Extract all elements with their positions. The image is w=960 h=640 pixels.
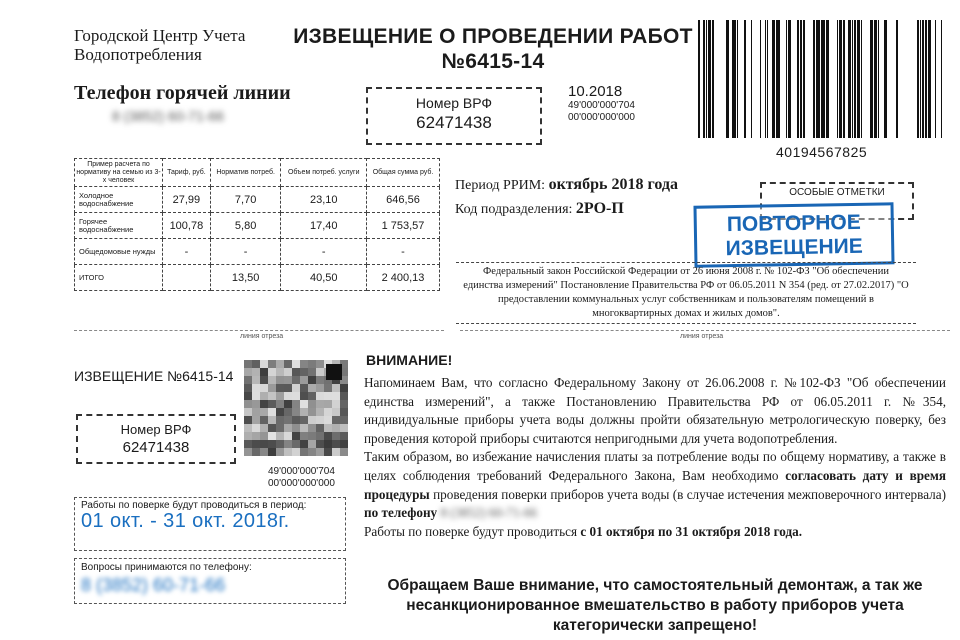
document-title [288, 24, 698, 74]
qr-cell [252, 360, 260, 368]
barcode-bar [760, 20, 761, 138]
qr-cell [244, 376, 252, 384]
attention-p2-text: Таким образом, во избежание начисления платы за потребление воды по общему нормативу, а также в целях соблюдения требований Федерального Закона, Вам необходимо [364, 449, 946, 483]
qr-cell [292, 448, 300, 456]
barcode-bar [712, 20, 714, 138]
qr-cell [292, 432, 300, 440]
qr-cell [268, 392, 276, 400]
stamp-line-1: ПОВТОРНОЕ [726, 210, 861, 237]
table-row [75, 239, 440, 265]
qr-cell [284, 400, 292, 408]
repeat-notice-stamp [693, 202, 894, 267]
qr-cell [292, 424, 300, 432]
table-row [75, 213, 440, 239]
qr-cell [276, 376, 284, 384]
period-value: октябрь 2018 года [548, 176, 678, 193]
qr-cell [340, 408, 348, 416]
qr-cell [276, 416, 284, 424]
qr-cell [308, 432, 316, 440]
qr-cell [252, 416, 260, 424]
barcode-bar [708, 20, 711, 138]
qr-cell [276, 424, 284, 432]
questions-phone-value: 8 (3852) 60-71-66 [81, 575, 226, 595]
qr-cell [324, 400, 332, 408]
qr-cell [292, 440, 300, 448]
qr-cell [284, 368, 292, 376]
stub-account-codes [268, 466, 335, 490]
qr-cell [300, 416, 308, 424]
qr-cell [268, 360, 276, 368]
qr-cell [260, 440, 268, 448]
qr-cell [244, 392, 252, 400]
cut-line-label-left: линия отреза [240, 333, 284, 340]
qr-cell [292, 392, 300, 400]
qr-cell [252, 408, 260, 416]
qr-cell [324, 440, 332, 448]
qr-cell [284, 392, 292, 400]
qr-cell [268, 416, 276, 424]
barcode-bar [765, 20, 766, 138]
qr-cell [244, 432, 252, 440]
barcode-bar [941, 20, 942, 138]
qr-cell [324, 432, 332, 440]
stamp-line-2: ИЗВЕЩЕНИЕ [725, 234, 863, 261]
qr-cell [244, 448, 252, 456]
table-cell: - [163, 239, 211, 265]
qr-cell [260, 424, 268, 432]
barcode-bar [816, 20, 820, 138]
barcode-bar [751, 20, 752, 138]
qr-cell [300, 368, 308, 376]
account-codes [568, 100, 635, 124]
org-line-1: Городской Центр Учета [74, 26, 246, 45]
qr-cell [276, 384, 284, 392]
qr-cell [300, 448, 308, 456]
qr-cell [260, 376, 268, 384]
final-warning: Обращаем Ваше внимание, что самостоятельный демонтаж, а так же несанкционированное вмешательство в работу приборов учета категорически запрещено! [387, 577, 923, 634]
table-cell: 13,50 [210, 265, 281, 291]
qr-cell [332, 440, 340, 448]
barcode-bar [776, 20, 780, 138]
qr-cell [316, 440, 324, 448]
qr-cell [300, 424, 308, 432]
dept-label: Код подразделения: [455, 202, 573, 217]
qr-cell [284, 424, 292, 432]
qr-cell [260, 392, 268, 400]
period-label: Период РРИМ: [455, 178, 546, 193]
qr-cell [244, 416, 252, 424]
table-row [75, 187, 440, 213]
qr-cell [268, 384, 276, 392]
attention-p2-bold-2: по телефону [364, 505, 438, 521]
qr-cell [284, 448, 292, 456]
qr-cell [324, 384, 332, 392]
barcode-bar [744, 20, 746, 138]
barcode-bar [925, 20, 927, 138]
qr-cell [252, 424, 260, 432]
title-line-2: №6415-14 [441, 50, 545, 73]
qr-cell [324, 416, 332, 424]
period-line [455, 176, 678, 194]
barcode-number: 40194567825 [776, 144, 868, 160]
account-code-1: 49'000'000'704 [568, 100, 635, 111]
qr-cell [300, 360, 308, 368]
qr-cell [268, 376, 276, 384]
table-cell: 100,78 [163, 213, 211, 239]
stub-vrf-value: 62471438 [122, 439, 190, 456]
special-marks-box: ОСОБЫЕ ОТМЕТКИ [760, 182, 914, 220]
table-header-row [75, 159, 440, 187]
qr-cell [316, 416, 324, 424]
org-line-2: Водопотребления [74, 45, 202, 64]
qr-cell [308, 440, 316, 448]
attention-p3-text: Работы по поверке будут проводиться [364, 523, 581, 539]
work-period-box [74, 497, 346, 551]
barcode-bar [922, 20, 924, 138]
table-header-cell: Объем потреб. услуги [281, 159, 367, 187]
table-cell: 27,99 [163, 187, 211, 213]
qr-cell [308, 400, 316, 408]
table-cell: Горячее водоснабжение [75, 213, 163, 239]
qr-cell [316, 424, 324, 432]
barcode-bar [726, 20, 729, 138]
attention-p2-bold-1: согласовать дату и время процедуры [364, 467, 946, 502]
barcode-bar [772, 20, 775, 138]
qr-cell [300, 408, 308, 416]
qr-cell [332, 424, 340, 432]
questions-phone-label: Вопросы принимаются по телефону: [81, 562, 252, 573]
barcode-bar [848, 20, 851, 138]
dept-line [455, 200, 624, 218]
qr-cell [332, 392, 340, 400]
qr-cell [260, 408, 268, 416]
barcode-bar [857, 20, 860, 138]
barcode-bar [928, 20, 931, 138]
qr-cell [340, 440, 348, 448]
qr-cell [332, 432, 340, 440]
qr-cell [252, 368, 260, 376]
qr-cell [316, 408, 324, 416]
table-cell: 17,40 [281, 213, 367, 239]
barcode-bar [803, 20, 805, 138]
qr-cell [268, 448, 276, 456]
stub-vrf-label: Номер ВРФ [120, 422, 192, 437]
vrf-number-box [366, 87, 542, 145]
qr-cell [340, 392, 348, 400]
table-cell: - [367, 239, 440, 265]
barcode-bar [837, 20, 838, 138]
attention-paragraph-1: Напоминаем Вам, что согласно Федеральному Закону от 26.06.2008 г. №102-ФЗ "Об обеспечении единства измерений", а также Постановлению Правительства РФ от 06.05.2011 г. №354, индивидуальные приборы учета воды должны пройти обязательную метрологическую поверку, без проведения которой приборы считаются непригодными для учета водопотребления. [364, 375, 946, 446]
qr-cell [268, 432, 276, 440]
barcode-bar [732, 20, 736, 138]
qr-cell [340, 400, 348, 408]
title-line-1: ИЗВЕЩЕНИЕ О ПРОВЕДЕНИИ РАБОТ [293, 25, 693, 48]
barcode-bar [884, 20, 887, 138]
qr-cell [340, 384, 348, 392]
barcode-bar [786, 20, 787, 138]
qr-cell [276, 432, 284, 440]
qr-cell [260, 384, 268, 392]
table-header-cell: Пример расчета по нормативу на семью из 3-х человек [75, 159, 163, 187]
qr-cell [308, 368, 316, 376]
qr-cell [340, 424, 348, 432]
qr-cell [244, 424, 252, 432]
qr-cell [268, 408, 276, 416]
table-cell: 1 753,57 [367, 213, 440, 239]
qr-cell [252, 448, 260, 456]
qr-cell [276, 448, 284, 456]
qr-cell [284, 432, 292, 440]
table-cell: 2 400,13 [367, 265, 440, 291]
barcode-bar [874, 20, 877, 138]
qr-cell [252, 432, 260, 440]
qr-cell [268, 400, 276, 408]
qr-cell [300, 400, 308, 408]
barcode-bar [852, 20, 853, 138]
qr-cell [292, 360, 300, 368]
qr-cell [252, 440, 260, 448]
qr-cell [244, 368, 252, 376]
table-cell: - [281, 239, 367, 265]
qr-cell [284, 360, 292, 368]
barcode-bar [767, 20, 768, 138]
qr-cell [308, 408, 316, 416]
qr-finder [326, 364, 342, 380]
work-period-value: 01 окт. - 31 окт. 2018г. [81, 510, 290, 532]
qr-cell [316, 448, 324, 456]
qr-cell [260, 432, 268, 440]
attention-p2-phone: 8 (3852) 60-71-66 [440, 505, 538, 521]
organization-name [74, 26, 284, 64]
qr-cell [300, 384, 308, 392]
barcode-bar [920, 20, 921, 138]
law-reference: Федеральный закон Российской Федерации от 26 июня 2008 г. № 102-ФЗ "Об обеспечении единства измерений" Постановление Правительства РФ от 06.05.2011 N 354 (ред. от 27.02.2017) "О предоставлении коммунальных услуг собственникам и пользователям помещений в многоквартирных домах и жилых домов". [456, 262, 916, 324]
attention-paragraph-2 [364, 448, 946, 522]
qr-cell [308, 360, 316, 368]
attention-paragraph-3 [364, 523, 946, 542]
table-row [75, 265, 440, 291]
qr-cell [276, 368, 284, 376]
table-header-cell: Тариф, руб. [163, 159, 211, 187]
qr-cell [292, 376, 300, 384]
qr-cell [260, 448, 268, 456]
qr-cell [308, 448, 316, 456]
qr-cell [292, 408, 300, 416]
qr-cell [276, 440, 284, 448]
qr-cell [324, 448, 332, 456]
table-cell: Холодное водоснабжение [75, 187, 163, 213]
qr-cell [308, 416, 316, 424]
qr-cell [268, 440, 276, 448]
barcode-bar [797, 20, 799, 138]
qr-cell [284, 440, 292, 448]
barcode-bar [706, 20, 707, 138]
attention-body [364, 374, 946, 541]
qr-cell [276, 400, 284, 408]
barcode-bar [698, 20, 700, 138]
qr-cell [332, 384, 340, 392]
qr-cell [244, 408, 252, 416]
barcode-bar [821, 20, 825, 138]
attention-p2-text-mid: проведения поверки приборов учета воды (в случае истечения межповерочного интервала) [429, 486, 946, 502]
table-cell [163, 265, 211, 291]
qr-cell [276, 392, 284, 400]
qr-cell [324, 392, 332, 400]
qr-cell [308, 392, 316, 400]
qr-cell [292, 368, 300, 376]
stub-vrf-box [76, 414, 236, 464]
barcode-bar [788, 20, 791, 138]
qr-cell [276, 360, 284, 368]
qr-cell [260, 416, 268, 424]
stub-account-code-1: 49'000'000'704 [268, 466, 335, 477]
qr-cell [292, 384, 300, 392]
qr-cell [292, 400, 300, 408]
barcode-bar [813, 20, 815, 138]
qr-cell [244, 400, 252, 408]
qr-cell [260, 368, 268, 376]
qr-cell [316, 360, 324, 368]
account-code-2: 00'000'000'000 [568, 112, 635, 123]
qr-cell [300, 376, 308, 384]
qr-cell [308, 384, 316, 392]
qr-cell [276, 408, 284, 416]
table-header-cell: Общая сумма руб. [367, 159, 440, 187]
notice-date: 10.2018 [568, 83, 623, 100]
vrf-label: Номер ВРФ [415, 95, 493, 111]
qr-cell [300, 440, 308, 448]
barcode-bar [896, 20, 898, 138]
qr-cell [340, 432, 348, 440]
qr-cell [316, 392, 324, 400]
barcode-bar [878, 20, 879, 138]
cut-line-right [460, 330, 950, 331]
barcode-bar [870, 20, 873, 138]
table-cell: 23,10 [281, 187, 367, 213]
qr-cell [252, 392, 260, 400]
barcode-bar [800, 20, 802, 138]
barcode-bar [854, 20, 856, 138]
table-cell: ИТОГО [75, 265, 163, 291]
qr-cell [332, 448, 340, 456]
dept-value: 2РО-П [575, 200, 624, 217]
table-header-cell: Норматив потреб. [210, 159, 281, 187]
table-cell: - [210, 239, 281, 265]
tariff-table [74, 158, 440, 291]
qr-cell [284, 408, 292, 416]
barcode-bar [826, 20, 829, 138]
qr-cell [244, 384, 252, 392]
qr-cell [300, 432, 308, 440]
table-cell: 5,80 [210, 213, 281, 239]
barcode-bar [703, 20, 705, 138]
qr-cell [284, 416, 292, 424]
barcode-bar [935, 20, 936, 138]
hotline-phone: 8 (3852) 60-71-66 [112, 108, 225, 124]
qr-cell [324, 424, 332, 432]
qr-cell [308, 376, 316, 384]
barcode-bar [839, 20, 842, 138]
questions-phone-box [74, 558, 346, 604]
barcode-bar [843, 20, 845, 138]
qr-cell [324, 408, 332, 416]
qr-cell [300, 392, 308, 400]
qr-cell [316, 400, 324, 408]
table-cell: 646,56 [367, 187, 440, 213]
hotline-label: Телефон горячей линии [74, 82, 291, 104]
qr-cell [244, 440, 252, 448]
attention-p3-bold: с 01 октября по 31 октября 2018 года. [580, 523, 803, 539]
qr-cell [252, 376, 260, 384]
barcode-bar [917, 20, 919, 138]
barcode-bar [737, 20, 738, 138]
qr-cell [316, 368, 324, 376]
barcode-bar [861, 20, 862, 138]
table-cell: 40,50 [281, 265, 367, 291]
cut-line-label-right: линия отреза [680, 333, 724, 340]
stub-notice-number: ИЗВЕЩЕНИЕ №6415-14 [74, 368, 234, 384]
qr-cell [292, 416, 300, 424]
table-cell: Общедомовые нужды [75, 239, 163, 265]
qr-cell [284, 384, 292, 392]
qr-cell [340, 448, 348, 456]
qr-cell [316, 432, 324, 440]
qr-cell [284, 376, 292, 384]
qr-cell [332, 400, 340, 408]
work-period-label: Работы по поверке будут проводиться в период: [81, 500, 307, 511]
qr-cell [260, 360, 268, 368]
qr-cell [332, 416, 340, 424]
qr-cell [340, 416, 348, 424]
qr-cell [332, 408, 340, 416]
qr-cell [268, 368, 276, 376]
qr-cell [316, 376, 324, 384]
qr-cell [316, 384, 324, 392]
cut-line-left [74, 330, 444, 331]
vrf-value: 62471438 [416, 113, 492, 132]
qr-cell [252, 384, 260, 392]
qr-cell [252, 400, 260, 408]
qr-cell [268, 424, 276, 432]
barcode-image [696, 20, 948, 138]
qr-cell [308, 424, 316, 432]
table-cell: 7,70 [210, 187, 281, 213]
attention-heading: ВНИМАНИЕ! [366, 352, 453, 368]
qr-code-image [244, 358, 348, 458]
stub-account-code-2: 00'000'000'000 [268, 478, 335, 489]
qr-cell [244, 360, 252, 368]
qr-cell [260, 400, 268, 408]
